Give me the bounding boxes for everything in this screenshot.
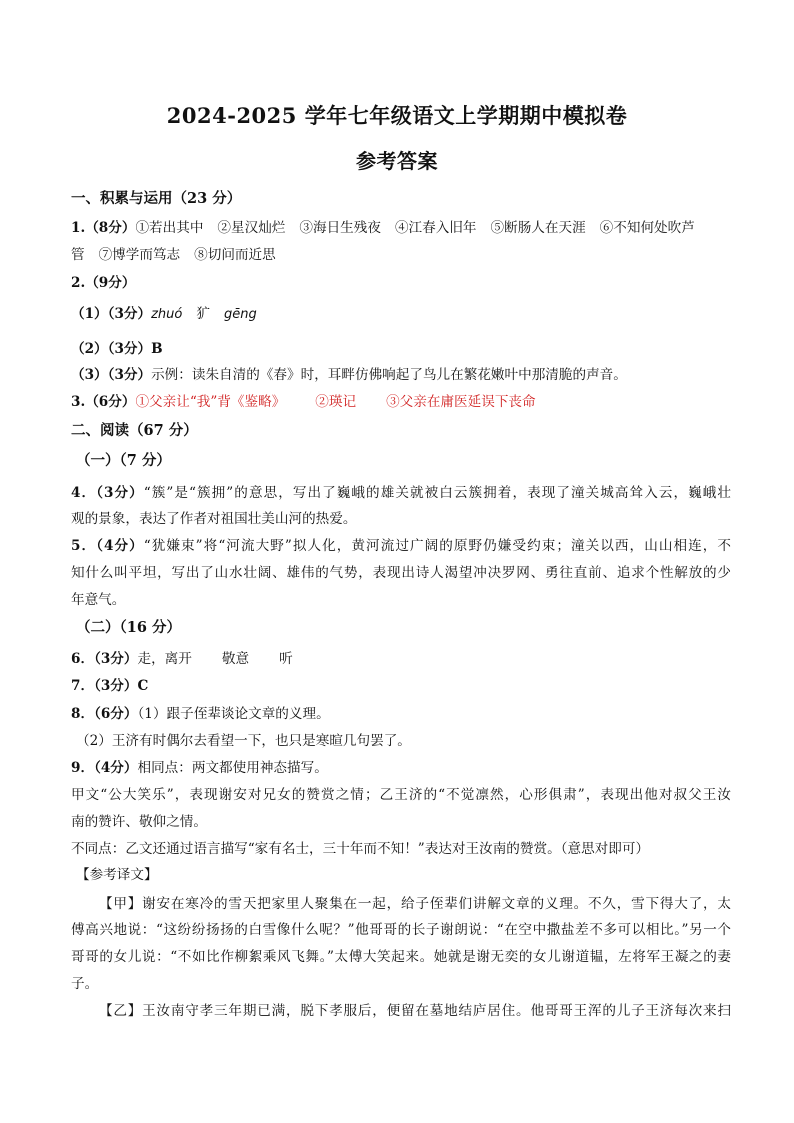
- page-title: 2024-2025 学年七年级语文上学期期中模拟卷: [166, 103, 628, 128]
- q8-label: 8．（6分）: [71, 706, 138, 722]
- q3-answer-3: ③父亲在庸医延误下丧命: [386, 394, 536, 410]
- translation-jia-line1: 【甲】谢安在寒冷的雪天把家里人聚集在一起，给子侄辈们讲解文章的义理。不久，雪下得大了，太: [99, 896, 731, 912]
- q3-number: 3.: [71, 394, 86, 410]
- q4-text: “簇”是“簇拥”的意思，写出了巍峨的雄关就被白云簇拥着，表现了潼关城高耸入云，巍峨壮: [143, 485, 731, 501]
- q5-answer-line1: [71, 537, 731, 555]
- q1-item: ⑤断肠人在天涯: [490, 220, 586, 236]
- q9-answer-line2: 甲文“公大笑乐”，表现谢安对兄女的赞赏之情；乙王济的“不觉凛然，心形俱肃”，表现出他对叔父王汝: [71, 787, 731, 803]
- q8-text: （1）跟子侄辈谈论文章的义理。: [137, 706, 330, 722]
- q7-text: C: [137, 678, 149, 694]
- q2-sub2: [71, 340, 731, 358]
- q4-answer-line2: 观的景象，表达了作者对祖国壮美山河的热爱。: [71, 511, 357, 527]
- translation-jia-line2: 傅高兴地说：“这纷纷扬扬的白雪像什么呢？”他哥哥的长子谢朗说：“在空中撒盐差不多可以相比。”另一个: [71, 922, 731, 938]
- q8-answer-line2: （2）王济有时偶尔去看望一下，也只是寒暄几句罢了。: [76, 733, 411, 749]
- q8-answer-line1: [71, 705, 731, 723]
- q4-label: 4．（3分）: [71, 485, 144, 501]
- q9-label: 9．（4分）: [71, 760, 138, 776]
- q1-answer-line2: [71, 246, 731, 264]
- q1-item: ③海日生残夜: [299, 220, 381, 236]
- subsection-heading-2: （二）（16 分）: [76, 619, 181, 636]
- q5-answer-line3: 年意气。: [71, 592, 126, 608]
- q1-item: ②星汉灿烂: [217, 220, 286, 236]
- q2-sub3-answer: 示例：读朱自清的《春》时，耳畔仿佛响起了鸟儿在繁花嫩叶中那清脆的声音。: [151, 367, 627, 383]
- q6-answer-2: 敬意: [221, 651, 250, 667]
- translation-heading: 【参考译文】: [76, 867, 158, 883]
- q9-text: 相同点：两文都使用神态描写。: [137, 760, 328, 776]
- translation-yi-line1: 【乙】王汝南守孝三年期已满，脱下孝服后，便留在墓地结庐居住。他哥哥王浑的儿子王济每次来扫: [99, 1003, 731, 1019]
- q7-label: 7．（3分）: [71, 678, 138, 694]
- q9-answer-line4: 不同点：乙文还通过语言描写“家有名士，三十年而不知！”表达对王汝南的赞赏。（意思对即可）: [71, 841, 650, 857]
- subsection-heading-1: （一）（7 分）: [76, 452, 171, 469]
- q5-label: 5．（4分）: [71, 538, 144, 554]
- q3-score: （6分）: [85, 394, 136, 410]
- q2-sub3: [71, 366, 731, 384]
- q6-label: 6．（3分）: [71, 651, 138, 667]
- q2-score: （9分）: [85, 275, 136, 291]
- q3-answer-2: ②瑛记: [315, 394, 357, 410]
- q2-sub1-char: 犷: [196, 306, 210, 322]
- q1-item: ⑥不知何处吹芦: [599, 220, 695, 236]
- page-subtitle: 参考答案: [356, 149, 438, 173]
- q9-answer-line1: [71, 759, 731, 777]
- q6-answer-1: 走，离开: [137, 651, 192, 667]
- q7-answer: [71, 677, 731, 695]
- q2-header: [71, 274, 731, 292]
- q1-number: 1.: [71, 220, 86, 236]
- q9-answer-line3: 南的赞许、敬仰之情。: [71, 814, 207, 830]
- q2-sub2-label: （2）（3分）: [71, 341, 152, 357]
- translation-jia-line3: 哥哥的女儿说：“不如比作柳絮乘风飞舞。”太傅大笑起来。她就是谢无奕的女儿谢道韫，左将军王凝之的妻: [71, 949, 731, 965]
- q2-sub1-pinyin: zhuó: [151, 307, 183, 322]
- q2-sub1: [71, 305, 731, 324]
- q5-answer-line2: 知什么叫平坦，写出了山水壮阔、雄伟的气势，表现出诗人渴望冲决罗网、勇往直前、追求个性解放的少: [71, 565, 731, 581]
- q1-score: （8分）: [85, 220, 136, 236]
- q4-answer-line1: [71, 484, 731, 502]
- q3-answer: [71, 393, 731, 411]
- q2-sub1-pinyin: gēng: [223, 307, 257, 322]
- section-heading-part2: 二、阅读（67 分）: [71, 422, 198, 439]
- q1-item: ⑦博学而笃志: [98, 247, 181, 263]
- translation-jia-line4: 子。: [71, 976, 99, 992]
- q2-number: 2.: [71, 275, 86, 291]
- q1-item: ①若出其中: [135, 220, 204, 236]
- q1-item: ⑧切问而近思: [194, 247, 276, 263]
- q1-item: 管: [71, 247, 85, 263]
- q6-answer: [71, 650, 731, 668]
- q2-sub3-label: （3）（3分）: [71, 367, 152, 383]
- q1-answer-line1: [71, 219, 731, 237]
- q1-item: ④江春入旧年: [394, 220, 477, 236]
- q6-answer-3: 听: [279, 651, 293, 667]
- q2-sub1-label: （1）（3分）: [71, 306, 152, 322]
- q2-sub2-answer: B: [151, 341, 163, 357]
- q3-answer-1: ①父亲让“我”背《鉴略》: [135, 394, 286, 410]
- section-heading-part1: 一、积累与运用（23 分）: [71, 190, 242, 207]
- q5-text: “犹嫌束”将“河流大野”拟人化，黄河流过广阔的原野仍嫌受约束；潼关以西，山山相连，不: [143, 538, 731, 554]
